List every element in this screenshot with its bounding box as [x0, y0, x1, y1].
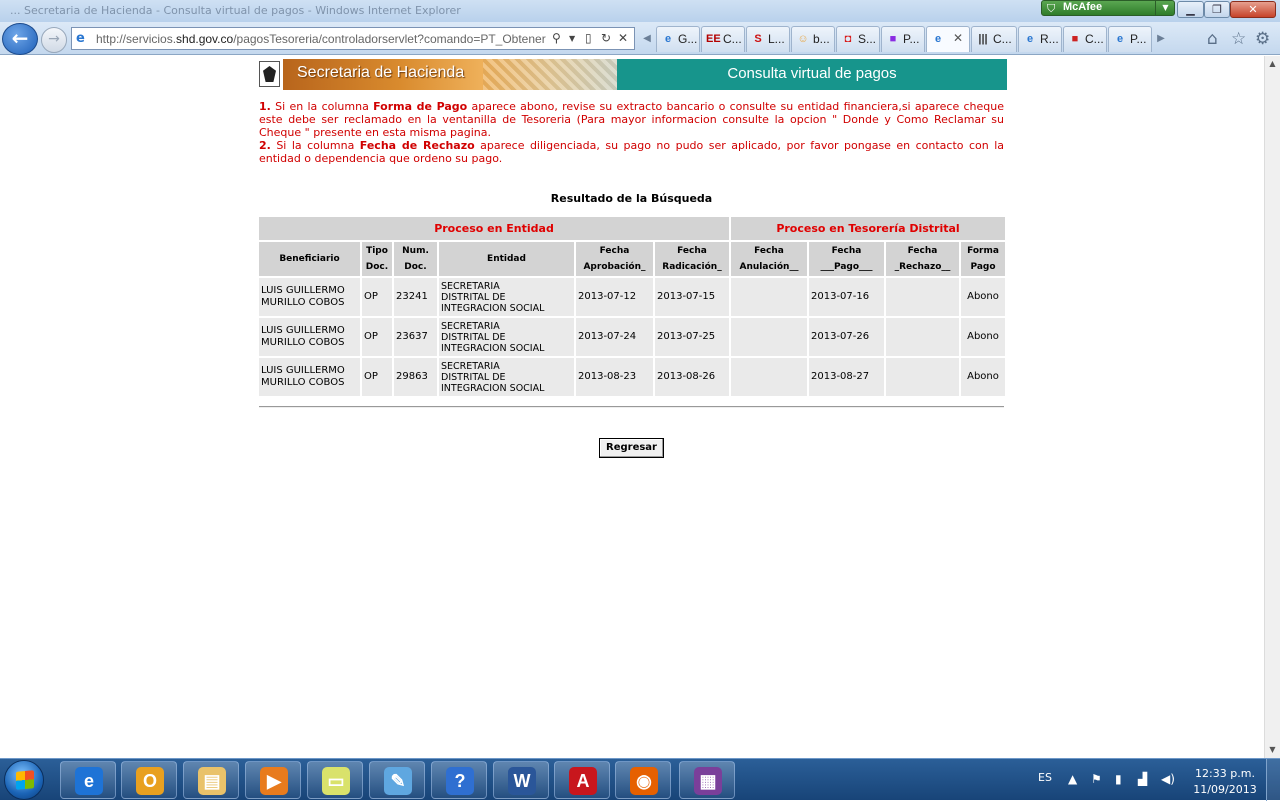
cell-fecha-pago: 2013-07-16 — [809, 278, 884, 316]
cell-fecha-rechazo — [886, 358, 959, 396]
cell-entidad: SECRETARIA DISTRITAL DE INTEGRACION SOCIAL — [439, 358, 574, 396]
barcode-icon: ||| — [978, 33, 988, 45]
scroll-up-icon[interactable]: ▲ — [1269, 59, 1276, 68]
cell-num-doc: 29863 — [394, 358, 437, 396]
taskbar-app-explorer-folder[interactable] — [183, 761, 239, 799]
close-window-button[interactable]: ✕ — [1230, 1, 1276, 18]
cell-forma-pago: Abono — [961, 358, 1005, 396]
col-fecha-anulacion: Fecha Anulación__ — [731, 242, 807, 276]
browser-tab-label: S... — [858, 32, 877, 46]
taskbar-app-ie[interactable] — [60, 761, 116, 799]
results-table — [257, 215, 1007, 398]
cell-forma-pago: Abono — [961, 278, 1005, 316]
forward-button[interactable]: → — [41, 27, 67, 53]
color-icon: ■ — [889, 33, 897, 45]
taskbar-app-help[interactable] — [431, 761, 487, 799]
clock-time[interactable]: 12:33 p.m. — [1195, 767, 1255, 780]
back-button[interactable]: ← — [2, 23, 38, 55]
chevron-down-icon[interactable]: ▼ — [569, 34, 576, 43]
search-icon[interactable]: ⚲ — [552, 31, 561, 45]
navigation-bar — [0, 22, 1280, 55]
media-player-icon: ▶ — [260, 767, 288, 795]
browser-tab-label: R... — [1040, 32, 1059, 46]
page-title: Consulta virtual de pagos — [727, 65, 897, 82]
browser-tab-label: L... — [768, 32, 785, 46]
browser-tab-label: C... — [1085, 32, 1104, 46]
instruction-2: 2. Si la columna Fecha de Rechazo aparece diligenciada, su pago no pudo ser aplicado, por favor pongase en contacto con la entidad o dependencia que ordeno su pago. — [259, 139, 1004, 165]
tab-scroll-right-icon[interactable]: ▶ — [1157, 33, 1165, 44]
winrar-icon: ▦ — [694, 767, 722, 795]
col-entidad: Entidad — [439, 242, 574, 276]
baby-icon: ☺ — [797, 33, 809, 45]
browser-tab[interactable] — [971, 26, 1017, 52]
mcafee-label: McAfee — [1063, 1, 1103, 13]
taskbar-app-pdf[interactable] — [554, 761, 610, 799]
col-fecha-aprobacion: Fecha Aprobación_ — [576, 242, 653, 276]
browser-tab-label: P... — [1130, 32, 1147, 46]
network-signal-icon[interactable]: ▟ — [1138, 772, 1148, 786]
vertical-scrollbar[interactable] — [1264, 56, 1280, 758]
battery-icon[interactable]: ▮ — [1115, 772, 1122, 786]
browser-tab[interactable] — [656, 26, 700, 52]
col-fecha-rechazo: Fecha _Rechazo__ — [886, 242, 959, 276]
col-beneficiario: Beneficiario — [259, 242, 360, 276]
chevron-down-icon[interactable]: ▼ — [1155, 1, 1175, 15]
action-center-flag-icon[interactable]: ⚑ — [1091, 772, 1102, 786]
agency-name: Secretaria de Hacienda — [297, 64, 465, 81]
group-header-entidad: Proceso en Entidad — [259, 217, 729, 240]
cell-fecha-pago: 2013-07-26 — [809, 318, 884, 356]
tab-strip — [640, 26, 1170, 52]
window-title-bar — [0, 0, 1280, 22]
outlook-icon: O — [136, 767, 164, 795]
cell-tipo-doc: OP — [362, 278, 392, 316]
maximize-button[interactable]: ❐ — [1204, 1, 1230, 18]
ee-icon: EE — [706, 33, 721, 45]
group-header-tesoreria: Proceso en Tesorería Distrital — [731, 217, 1005, 240]
favorites-star-icon[interactable]: ☆ — [1231, 29, 1247, 49]
paint-icon: ✎ — [384, 767, 412, 795]
taskbar-app-winrar[interactable] — [679, 761, 735, 799]
browser-tab-label: P... — [903, 32, 920, 46]
col-forma-pago: Forma Pago — [961, 242, 1005, 276]
browser-tab-label: C... — [723, 32, 742, 46]
browser-tab[interactable] — [926, 26, 970, 52]
word-icon: W — [508, 767, 536, 795]
sticky-notes-icon: ▭ — [322, 767, 350, 795]
banner-title — [617, 59, 1007, 90]
ie-icon: e — [1026, 33, 1034, 45]
cell-num-doc: 23637 — [394, 318, 437, 356]
ie-icon: e — [664, 33, 672, 45]
instructions — [259, 100, 1004, 165]
taskbar-app-firefox[interactable] — [615, 761, 671, 799]
table-group-header-row — [259, 217, 1005, 240]
start-button[interactable] — [4, 760, 44, 800]
minimize-button[interactable]: ▁ — [1177, 1, 1204, 18]
refresh-icon[interactable]: ↻ — [601, 31, 612, 45]
cell-fecha-radicacion: 2013-07-25 — [655, 318, 729, 356]
explorer-folder-icon: ▤ — [198, 767, 226, 795]
cell-tipo-doc: OP — [362, 318, 392, 356]
browser-tab-label: b... — [813, 32, 830, 46]
window-title: ... Secretaria de Hacienda - Consulta virtual de pagos - Windows Internet Explorer — [10, 4, 461, 17]
browser-tab[interactable] — [1063, 26, 1107, 52]
taskbar-app-word[interactable] — [493, 761, 549, 799]
s-red-icon: ◘ — [844, 33, 852, 45]
cell-entidad: SECRETARIA DISTRITAL DE INTEGRACION SOCIAL — [439, 318, 574, 356]
col-fecha-pago: Fecha ___Pago___ — [809, 242, 884, 276]
table-row — [259, 278, 1005, 316]
banner-agency — [283, 59, 618, 90]
page-banner — [259, 59, 1007, 90]
ie-page-icon: e — [76, 31, 85, 46]
table-row — [259, 318, 1005, 356]
cell-fecha-aprobacion: 2013-07-12 — [576, 278, 653, 316]
instruction-1: 1. Si en la columna Forma de Pago aparece abono, revise su extracto bancario o consulte su entidad financiera,si aparece cheque este debe ser reclamado en la ventanilla de Tesoreria (Para mayor informacion consulte la opcion " Donde y Como Reclamar su Cheque " presente en esta misma pagina. — [259, 100, 1005, 139]
cell-fecha-anulacion — [731, 278, 807, 316]
cell-fecha-aprobacion: 2013-08-23 — [576, 358, 653, 396]
col-fecha-radicacion: Fecha Radicación_ — [655, 242, 729, 276]
browser-tab[interactable] — [881, 26, 925, 52]
flag-icon: ■ — [1071, 33, 1079, 45]
taskbar — [0, 758, 1280, 800]
cell-fecha-anulacion — [731, 358, 807, 396]
language-indicator[interactable]: ES — [1038, 771, 1052, 784]
col-num-doc: Num. Doc. — [394, 242, 437, 276]
taskbar-app-outlook[interactable] — [121, 761, 177, 799]
address-url[interactable]: http://servicios.shd.gov.co/pagosTesoreria/controladorservlet?comando=PT_Obtener — [96, 32, 546, 46]
scroll-down-icon[interactable]: ▼ — [1269, 745, 1276, 754]
cell-entidad: SECRETARIA DISTRITAL DE INTEGRACION SOCIAL — [439, 278, 574, 316]
s-icon: S — [754, 33, 762, 45]
browser-tab[interactable] — [791, 26, 835, 52]
stop-icon[interactable]: ✕ — [618, 31, 629, 45]
page-content — [259, 59, 1007, 458]
close-tab-icon[interactable]: ✕ — [953, 31, 964, 45]
regresar-button[interactable]: Regresar — [599, 438, 664, 458]
cell-fecha-anulacion — [731, 318, 807, 356]
table-header-row — [259, 242, 1005, 276]
browser-tab[interactable] — [1108, 26, 1152, 52]
cell-beneficiario: LUIS GUILLERMO MURILLO COBOS — [259, 278, 360, 316]
cell-fecha-rechazo — [886, 278, 959, 316]
show-hidden-icons-icon[interactable]: ▲ — [1068, 772, 1078, 786]
mcafee-button[interactable] — [1041, 0, 1175, 16]
page-viewport — [0, 56, 1264, 758]
tools-gear-icon[interactable]: ⚙ — [1255, 29, 1271, 49]
mcafee-shield-icon: ⛉ — [1047, 2, 1056, 15]
windows-logo-icon — [16, 770, 34, 790]
ie-icon: e — [1116, 33, 1124, 45]
bogota-coat-of-arms-icon — [259, 61, 280, 87]
help-icon: ? — [446, 767, 474, 795]
firefox-icon: ◉ — [630, 767, 658, 795]
tab-scroll-left-icon[interactable]: ◀ — [643, 33, 651, 44]
browser-tab[interactable] — [836, 26, 880, 52]
col-tipo-doc: Tipo Doc. — [362, 242, 392, 276]
browser-tab-label: C... — [993, 32, 1012, 46]
results-title: Resultado de la Búsqueda — [550, 192, 713, 205]
cell-beneficiario: LUIS GUILLERMO MURILLO COBOS — [259, 318, 360, 356]
volume-icon[interactable]: ◀) — [1161, 772, 1175, 786]
cell-num-doc: 23241 — [394, 278, 437, 316]
divider — [259, 406, 1004, 408]
cell-fecha-aprobacion: 2013-07-24 — [576, 318, 653, 356]
button-row — [259, 435, 1004, 458]
table-row — [259, 358, 1005, 396]
taskbar-app-paint[interactable] — [369, 761, 425, 799]
banner-decoration — [483, 59, 618, 90]
clock-date[interactable]: 11/09/2013 — [1193, 783, 1257, 796]
home-icon[interactable]: ⌂ — [1207, 29, 1218, 49]
compatibility-view-icon[interactable]: ▯ — [585, 31, 592, 45]
show-desktop-button[interactable] — [1266, 759, 1280, 801]
ie-icon: e — [75, 767, 103, 795]
cell-tipo-doc: OP — [362, 358, 392, 396]
browser-tab-label: G... — [678, 32, 698, 46]
cell-beneficiario: LUIS GUILLERMO MURILLO COBOS — [259, 358, 360, 396]
browser-tab[interactable] — [746, 26, 790, 52]
browser-tab[interactable] — [1018, 26, 1062, 52]
pdf-icon: A — [569, 767, 597, 795]
cell-fecha-pago: 2013-08-27 — [809, 358, 884, 396]
cell-fecha-radicacion: 2013-08-26 — [655, 358, 729, 396]
taskbar-app-sticky-notes[interactable] — [307, 761, 363, 799]
cell-forma-pago: Abono — [961, 318, 1005, 356]
cell-fecha-rechazo — [886, 318, 959, 356]
browser-tab[interactable] — [701, 26, 745, 52]
cell-fecha-radicacion: 2013-07-15 — [655, 278, 729, 316]
ie-icon: e — [934, 33, 942, 45]
taskbar-app-media-player[interactable] — [245, 761, 301, 799]
address-bar[interactable] — [71, 27, 635, 50]
